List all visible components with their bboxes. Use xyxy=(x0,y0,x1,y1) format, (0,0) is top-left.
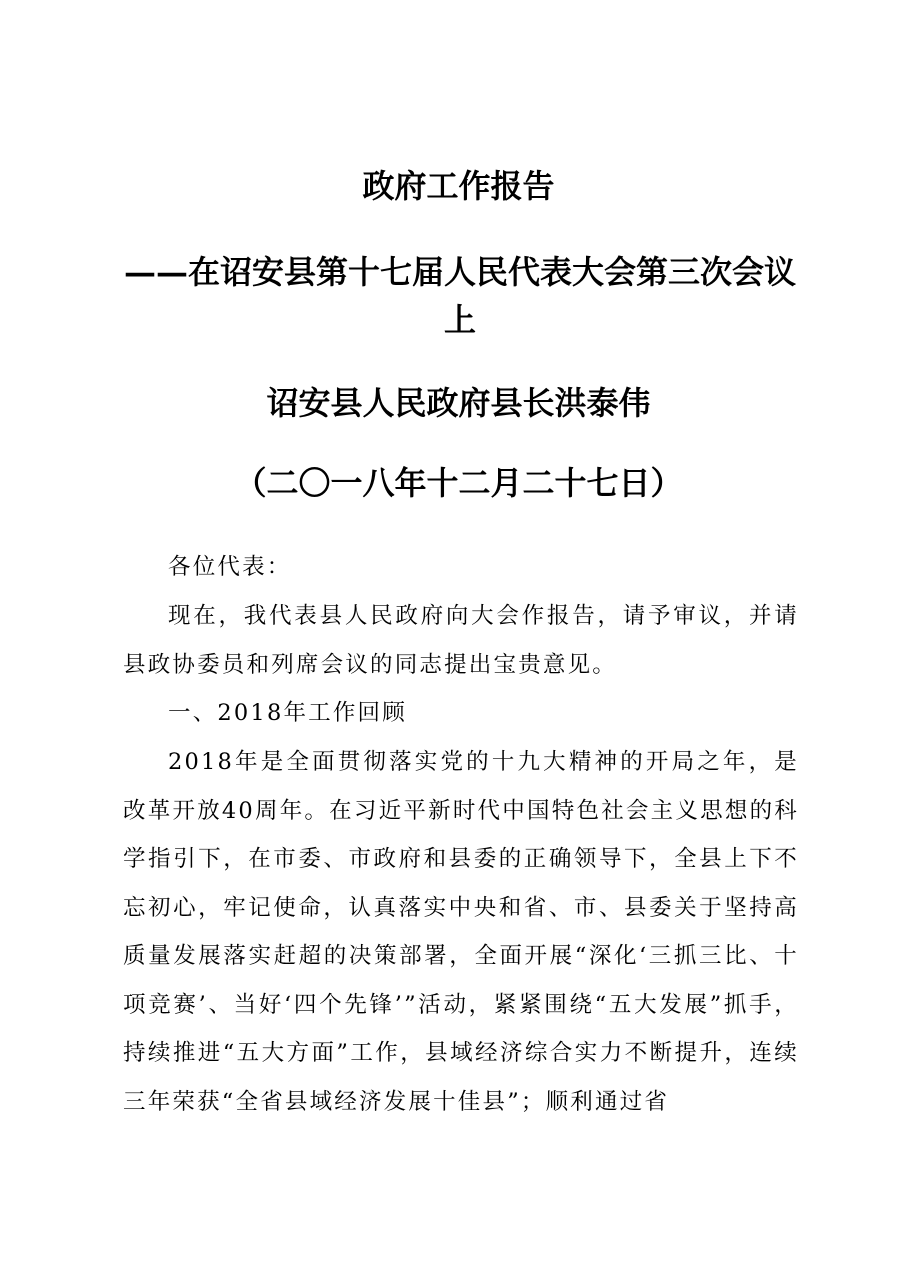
report-date: （二〇一八年十二月二十七日） xyxy=(234,464,683,502)
document-title: 政府工作报告 xyxy=(362,167,555,205)
salutation: 各位代表： xyxy=(168,554,292,580)
speaker-line: 诏安县人民政府县长洪泰伟 xyxy=(266,384,651,422)
section-heading: 一、2018年工作回顾 xyxy=(168,700,407,726)
intro-paragraph: 现在，我代表县人民政府向大会作报告，请予审议，并请县政协委员和列席会议的同志提出宝贵意见。 xyxy=(123,603,799,678)
document-subtitle: ——在诏安县第十七届人民代表大会第三次会议上 xyxy=(123,253,796,339)
body-paragraph: 2018年是全面贯彻落实党的十九大精神的开局之年，是改革开放40周年。在习近平新时代中国特色社会主义思想的科学指引下，在市委、市政府和县委的正确领导下，全县上下不忘初心，牢记使命，认真落实中央和省、市、县委关于坚持高质量发展落实赶超的决策部署，全面开展“深化‘三抓三比、十项竞赛’、当好‘四个先锋’”活动，紧紧围绕“五大发展”抓手，持续推进“五大方面”工作，县域经济综合实力不断提升，连续三年荣获“全省县域经济发展十佳县”；顺利通过省 xyxy=(123,749,799,1115)
